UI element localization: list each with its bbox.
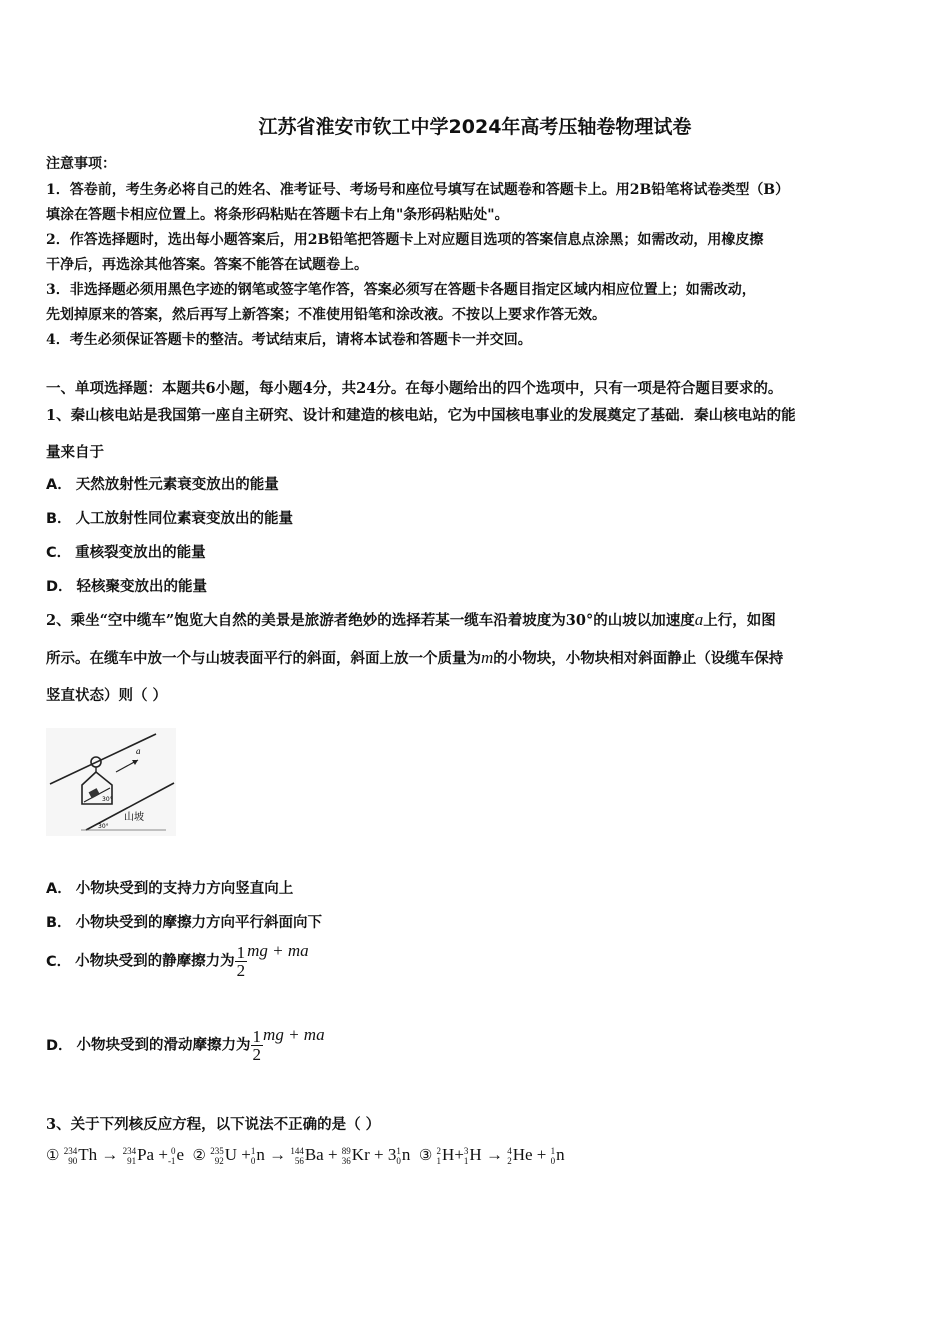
atomic-number: 90 [68,1156,78,1167]
question-2-stem [46,609,776,630]
question-1-stem: 1、秦山核电站是我国第一座自主研究、设计和建造的核电站，它为中国核电事业的发展奠定了基础．秦山核电站的能 [46,407,796,424]
mass-number: 234 [63,1146,78,1157]
element-symbol: n [256,1145,265,1164]
element-symbol: n [556,1145,565,1164]
fraction-denominator: 2 [236,961,246,980]
q2-option-b [46,911,322,932]
atomic-number: 2 [507,1156,512,1167]
fraction-half [235,944,248,979]
q1-option-a [46,473,279,494]
atomic-number: 91 [127,1156,137,1167]
stem-text: 的小物块，小物块相对斜面静止（设缆车保持 [493,650,784,667]
option-label: C． [46,545,72,561]
fraction-numerator: 1 [252,1027,262,1046]
fraction-denominator: 2 [252,1045,262,1064]
cable-car-figure [46,728,176,836]
question-2-stem-cont [46,647,783,668]
option-label: B． [46,915,72,931]
notice-line: 填涂在答题卡相应位置上。将条形码粘贴在答题卡右上角"条形码粘贴处"。 [46,207,509,223]
mass-number: 4 [507,1146,512,1157]
arrow: → [485,1145,503,1164]
option-label: C． [46,953,72,970]
option-label: B． [46,511,72,527]
element-symbol: n [401,1145,411,1164]
question-1-stem-cont: 量来自于 [46,444,104,461]
atomic-number: 0 [250,1156,256,1167]
element-symbol: U [224,1145,237,1164]
atomic-number: 1 [436,1156,442,1167]
atomic-number: 56 [294,1156,304,1167]
option-label: A． [46,477,72,493]
atomic-number: 0 [550,1156,556,1167]
isotope-index [437,1146,442,1166]
arrow: → [269,1145,287,1164]
fraction-numerator: 1 [236,943,246,962]
q1-option-c [46,541,206,562]
option-label: D． [46,1037,73,1054]
isotope-index [290,1146,304,1166]
element-symbol: Pa [137,1145,155,1164]
notice-line: 干净后，再选涂其他答案。答案不能答在试题卷上。 [46,257,368,273]
plus-sign: + [158,1145,168,1164]
notice-line: 3．非选择题必须用黑色字迹的钢笔或签字笔作答，答案必须写在答题卡各题目指定区域内相应位置上；如需改动， [46,282,756,298]
mass-number: 234 [122,1146,137,1157]
mass-number: 3 [463,1146,469,1157]
q2-option-a [46,877,293,898]
notice-line: 4．考生必须保证答题卡的整洁。考试结束后，请将本试卷和答题卡一并交回。 [46,332,532,348]
q2-option-c [46,940,309,980]
option-text: 小物块受到的支持力方向竖直向上 [75,880,294,897]
figure-background [46,728,176,836]
isotope-index [396,1146,401,1166]
q1-option-d [46,575,207,596]
atomic-number: 0 [396,1156,401,1167]
element-symbol: H [469,1145,482,1164]
isotope-index [342,1146,351,1166]
option-text: 小物块受到的静摩擦力为 [75,952,235,970]
question-2-stem-end: 竖直状态）则（ ） [46,687,168,704]
stem-text: 2、乘坐“空中缆车”饱览大自然的美景是旅游者绝妙的选择若某一缆车沿着坡度为30°的山坡以加速度 [46,612,695,629]
notice-line: 1．答卷前，考生务必将自己的姓名、准考证号、考场号和座位号填写在试题卷和答题卡上。用2B铅笔将试卷类型（B） [46,182,790,198]
mass-number: 1 [250,1146,256,1157]
element-symbol: He [512,1145,533,1164]
q1-option-b [46,507,293,528]
question-3-stem: 3、关于下列核反应方程，以下说法不正确的是（ ） [46,1116,381,1133]
option-text: 小物块受到的滑动摩擦力为 [76,1036,251,1054]
formula: mg + ma [263,1024,325,1044]
option-label: D． [46,579,73,595]
mass-number: 144 [290,1146,304,1157]
eq-number: ① [46,1148,60,1164]
plus-sign: + 3 [374,1145,397,1164]
slope-label: 山坡 [124,812,144,823]
nuclear-equations [46,1145,565,1166]
element-symbol: H [442,1145,455,1164]
plus-sign: + [454,1145,464,1164]
page-title: 江苏省淮安市钦工中学2024年高考压轴卷物理试卷 [258,116,692,138]
notice-line: 2．作答选择题时，选出每小题答案后，用2B铅笔把答题卡上对应题目选项的答案信息点涂黑；如需改动，用橡皮擦 [46,232,764,248]
isotope-index [123,1146,137,1166]
mass-number: 2 [436,1146,442,1157]
plus-sign: + [241,1145,251,1164]
fraction-half [251,1028,264,1063]
mass-number: 1 [550,1146,556,1157]
element-symbol: Th [78,1145,98,1164]
var-m: m [481,648,494,667]
isotope-index [507,1146,512,1166]
var-a: a [694,610,704,629]
option-text: 人工放射性同位素衰变放出的能量 [75,510,294,527]
mass-number: 235 [210,1146,224,1157]
element-symbol: Ba [304,1145,324,1164]
option-text: 小物块受到的摩擦力方向平行斜面向下 [75,914,323,931]
isotope-index [464,1146,469,1166]
plus-sign: + [327,1145,338,1164]
isotope-index [210,1146,224,1166]
eq-number: ③ [418,1148,433,1164]
stem-text: 所示。在缆车中放一个与山坡表面平行的斜面，斜面上放一个质量为 [46,650,481,667]
notice-line: 先划掉原来的答案，然后再写上新答案；不准使用铅笔和涂改液。不按以上要求作答无效。 [46,307,606,323]
slope-angle-label: 30° [98,823,109,830]
atomic-number: 1 [463,1156,469,1167]
isotope-index [551,1146,556,1166]
isotope-index [251,1146,256,1166]
inner-angle-label: 30° [102,796,113,803]
q2-option-d [46,1024,325,1064]
mass-number: 0 [170,1146,176,1157]
option-text: 轻核聚变放出的能量 [76,578,208,595]
isotope-index [64,1146,78,1166]
stem-text: 上行，如图 [703,612,776,629]
mass-number: 1 [396,1146,401,1157]
option-label: A． [46,881,72,897]
option-text: 重核裂变放出的能量 [75,544,206,561]
eq-number: ② [192,1148,206,1164]
mass-number: 89 [341,1146,351,1157]
arrow: → [101,1145,119,1164]
atomic-number: 92 [214,1156,224,1167]
option-text: 天然放射性元素衰变放出的能量 [75,476,279,493]
plus-sign: + [536,1145,547,1164]
notice-heading: 注意事项： [46,156,116,172]
atomic-number: -1 [167,1156,176,1167]
atomic-number: 36 [341,1156,351,1167]
element-symbol: Kr [351,1145,370,1164]
accel-label: a [136,746,141,756]
section-heading: 一、单项选择题：本题共6小题，每小题4分，共24分。在每小题给出的四个选项中，只有一项是符合题目要求的。 [46,380,783,397]
formula: mg + ma [247,940,309,960]
element-symbol: e [176,1145,184,1164]
isotope-index [168,1146,176,1166]
